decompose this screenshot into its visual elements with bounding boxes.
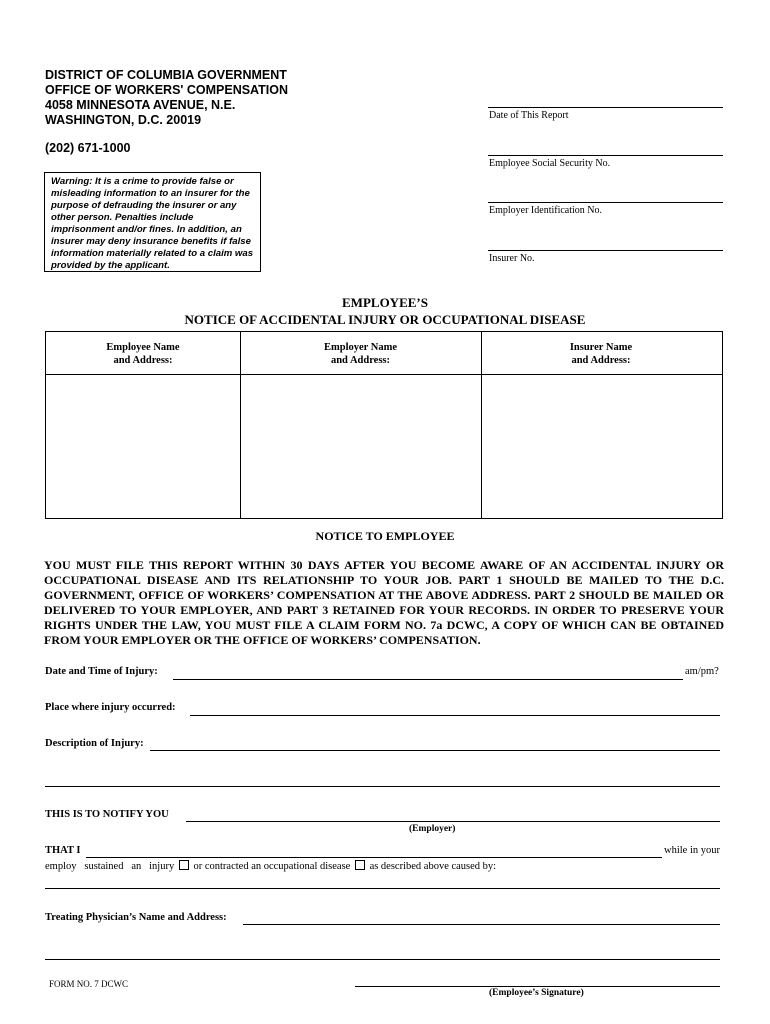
- insurer-header-line2: and Address:: [571, 355, 631, 366]
- street-address: 4058 MINNESOTA AVENUE, N.E.: [45, 98, 236, 112]
- insurer-header-line1: Insurer Name: [569, 342, 633, 353]
- place-label: Place where injury occurred:: [45, 702, 176, 713]
- employer-header-line1: Employer Name: [323, 342, 397, 353]
- injury-checkbox[interactable]: [179, 860, 189, 870]
- employee-header-line2: and Address:: [113, 355, 173, 366]
- ein-label: Employer Identification No.: [489, 205, 603, 216]
- description-label: Description of Injury:: [45, 738, 144, 749]
- notice-heading: NOTICE TO EMPLOYEE: [315, 529, 455, 543]
- date-time-label: Date and Time of Injury:: [45, 666, 158, 677]
- header-divider: [46, 374, 722, 375]
- insurer-address-cell[interactable]: [483, 376, 721, 517]
- physician-label: Treating Physician’s Name and Address:: [45, 912, 227, 923]
- employee-address-cell[interactable]: [47, 376, 239, 517]
- phone-number: (202) 671-1000: [45, 141, 131, 155]
- disease-checkbox[interactable]: [355, 860, 365, 870]
- injury-word: injury: [149, 861, 175, 872]
- city-address: WASHINGTON, D.C. 20019: [45, 113, 202, 127]
- warning-text: Warning: It is a crime to provide false or misleading information to an insurer for the purpose of defrauding the insurer or any other person. Penalties include imprisonment and/or fines. In addition, an insurer may deny insurance benefits if false information materially related to a claim was provided by the applicant.: [51, 176, 254, 271]
- ein-line[interactable]: [488, 202, 723, 203]
- place-line[interactable]: [190, 715, 720, 716]
- physician-line-2[interactable]: [45, 959, 720, 960]
- form-number: FORM NO. 7 DCWC: [49, 979, 129, 989]
- description-line[interactable]: [150, 750, 720, 751]
- employee-header-line1: Employee Name: [106, 342, 180, 353]
- that-i-line[interactable]: [86, 857, 662, 858]
- disease-text: or contracted an occupational disease: [193, 861, 351, 872]
- sustained-word: sustained: [84, 861, 124, 872]
- notice-body: YOU MUST FILE THIS REPORT WITHIN 30 DAYS AFTER YOU BECOME AWARE OF AN ACCIDENTAL INJURY OR OCCUPATIONAL DISEASE AND ITS RELATIONSHIP TO YOUR JOB. PART 1 SHOULD BE MAILED TO THE D.C. GOVERNMENT, OFFICE OF WORKERS’ COMPENSATION AT THE ABOVE ADDRESS. PART 2 SHOULD BE MAILED OR DELIVERED TO YOUR EMPLOYER, AND PART 3 RETAINED FOR YOUR RECORDS. IN ORDER TO PRESERVE YOUR RIGHTS UNDER THE LAW, YOU MUST FILE A CLAIM FORM NO. 7a DCWC, A COPY OF WHICH CAN BE OBTAINED FROM YOUR EMPLOYER OR THE OFFICE OF WORKERS’ COMPENSATION.: [44, 558, 724, 647]
- insurer-no-label: Insurer No.: [489, 253, 535, 264]
- insurer-column-header: [481, 341, 721, 367]
- ampm-label: am/pm?: [685, 666, 719, 677]
- form-title-line2: NOTICE OF ACCIDENTAL INJURY OR OCCUPATIONAL DISEASE: [184, 312, 586, 327]
- employee-column-header: [46, 341, 240, 367]
- signature-caption: (Employee’s Signature): [489, 988, 584, 998]
- signature-line[interactable]: [355, 986, 720, 987]
- ssn-line[interactable]: [488, 155, 723, 156]
- form-title-line1: EMPLOYEE’S: [342, 295, 428, 310]
- date-report-label: Date of This Report: [489, 110, 569, 121]
- employer-notify-line[interactable]: [186, 821, 720, 822]
- caused-by-line[interactable]: [45, 888, 720, 889]
- employ-word: employ: [45, 861, 77, 872]
- description-line-2[interactable]: [45, 786, 720, 787]
- caused-by-text: as described above caused by:: [369, 861, 497, 872]
- physician-line[interactable]: [243, 924, 720, 925]
- ssn-label: Employee Social Security No.: [489, 158, 611, 169]
- date-report-line[interactable]: [488, 107, 723, 108]
- date-time-line[interactable]: [173, 679, 683, 680]
- office-name: OFFICE OF WORKERS' COMPENSATION: [45, 83, 289, 97]
- warning-box: [44, 172, 261, 272]
- agency-name: DISTRICT OF COLUMBIA GOVERNMENT: [45, 68, 287, 82]
- employ-sentence: [45, 860, 496, 872]
- employer-caption: (Employer): [409, 824, 456, 834]
- insurer-no-line[interactable]: [488, 250, 723, 251]
- name-address-table: [45, 331, 723, 519]
- employer-header-line2: and Address:: [330, 355, 391, 366]
- while-in-label: while in your: [664, 845, 720, 856]
- an-word: an: [131, 861, 142, 872]
- employer-address-cell[interactable]: [242, 376, 480, 517]
- that-i-label: THAT I: [45, 845, 81, 856]
- employer-column-header: [240, 341, 481, 367]
- notify-label: THIS IS TO NOTIFY YOU: [45, 809, 169, 820]
